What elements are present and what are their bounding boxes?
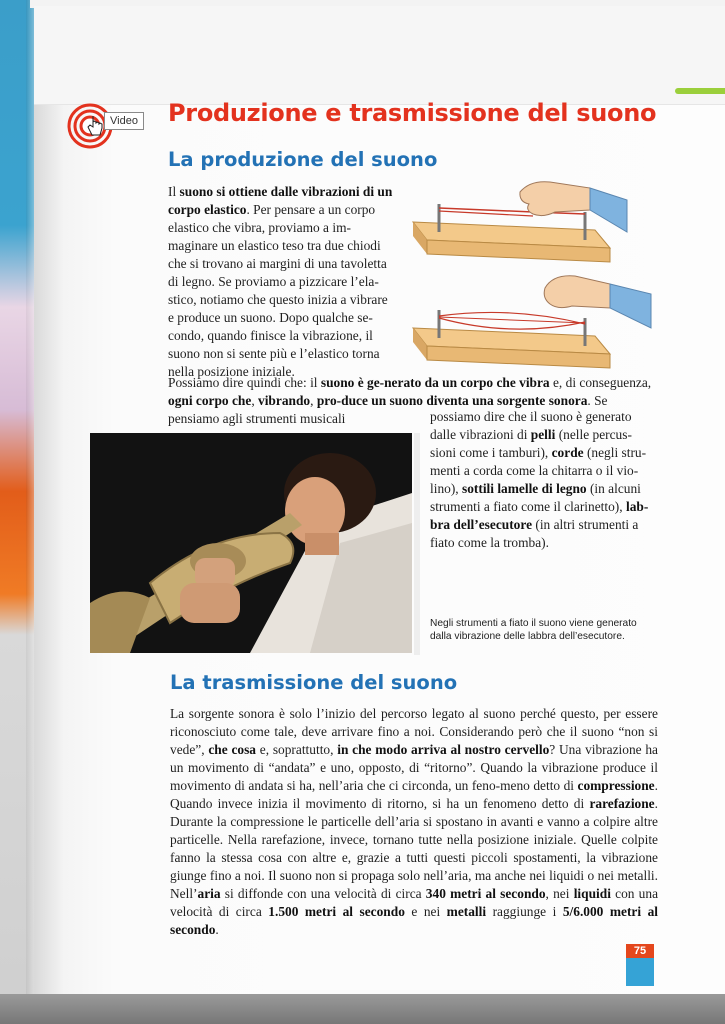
text-run: (in alcuni strumenti a fiato come il clarinetto), bbox=[430, 481, 641, 514]
text-run: raggiunge i bbox=[486, 904, 563, 919]
video-badge[interactable] bbox=[66, 102, 156, 150]
text-run: . Se pensiamo agli strumenti musicali bbox=[168, 393, 608, 426]
paragraph-elastic bbox=[168, 183, 394, 381]
bold-text: 5/6.000 metri al secondo bbox=[170, 904, 658, 937]
bold-text: liquidi bbox=[573, 886, 611, 901]
header-strip bbox=[34, 6, 725, 105]
text-run: e nei bbox=[404, 904, 447, 919]
bold-text: metalli bbox=[446, 904, 487, 919]
bold-text: corde bbox=[551, 445, 584, 460]
video-label: Video bbox=[104, 112, 144, 130]
text-run: La sorgente sonora è solo l’inizio del percorso legato al suono perché questo, per essere riconosciuto come tale, deve arrivare fino a noi. Considerando però che il suono “non si vede”, bbox=[170, 706, 658, 757]
paragraph-transmission bbox=[170, 705, 658, 939]
text-run: Possiamo dire quindi che: il bbox=[168, 375, 321, 390]
text-run: , bbox=[310, 393, 317, 408]
bold-text: pelli bbox=[530, 427, 556, 442]
text-run: (nelle percus-sioni come i tamburi), bbox=[430, 427, 632, 460]
bold-text: ogni corpo che bbox=[168, 393, 252, 408]
book-edge-bottom bbox=[0, 994, 725, 1024]
page-number-tab bbox=[626, 944, 654, 986]
bold-text: compressione bbox=[577, 778, 655, 793]
bold-text: vibrando bbox=[258, 393, 311, 408]
page-number: 75 bbox=[633, 945, 647, 957]
text-run: Il bbox=[168, 184, 180, 199]
text-run: e, soprattutto, bbox=[256, 742, 338, 757]
text-run: con una velocità di circa bbox=[170, 886, 659, 919]
bold-text: che cosa bbox=[208, 742, 256, 757]
green-marker bbox=[675, 88, 725, 94]
bold-text: 1.500 metri al secondo bbox=[268, 904, 405, 919]
bold-text: pro-duce un suono diventa una sorgente sonora bbox=[316, 393, 588, 408]
bold-text: 340 metri al secondo bbox=[425, 886, 546, 901]
elastic-board-illustration bbox=[405, 178, 655, 378]
text-run: ? Una vibrazione ha un movimento di “andata” e uno, opposto, di “ritorno”. Quando la vibrazione produce il movimento di andata si ha, nell’aria che ci circonda, un feno-meno detto di bbox=[170, 742, 658, 793]
section-heading-production: La produzione del suono bbox=[168, 148, 438, 171]
text-run: . Durante la compressione le particelle dell’aria si spostano in avanti e vanno a colpire altre particelle. Nella rarefazione, invece, tornano tutte nella posizione iniziale. Quelle colpite fanno la stessa cosa con altre e, grazie a tutti questi piccoli spostamenti, la vibrazione giunge fino a noi. Il suono non si propaga solo nell’aria, ma anche nei liquidi o nei metalli. Nell’ bbox=[170, 796, 658, 901]
bold-text: in che modo arriva al nostro cervello bbox=[337, 742, 550, 757]
section-heading-transmission: La trasmissione del suono bbox=[170, 671, 458, 694]
text-run: . bbox=[215, 922, 219, 937]
photo-border bbox=[414, 433, 420, 655]
bold-text: rarefazione bbox=[589, 796, 655, 811]
paragraph-instruments bbox=[430, 408, 656, 552]
text-run: (negli stru-menti a corda come la chitarra o il vio-lino), bbox=[430, 445, 647, 496]
text-run: . Quando invece inizia il movimento di ritorno, si ha un fenomeno detto di bbox=[170, 778, 658, 811]
text-run: (in altri strumenti a fiato come la tromba). bbox=[430, 517, 639, 550]
text-run: e, di conseguenza, bbox=[549, 375, 652, 390]
text-run: si diffonde con una velocità di circa bbox=[220, 886, 426, 901]
text-run: possiamo dire che il suono è generato dalle vibrazioni di bbox=[430, 409, 632, 442]
text-run: , nei bbox=[545, 886, 574, 901]
text-run: , bbox=[251, 393, 259, 408]
bold-text: lab-bra dell’esecutore bbox=[430, 499, 649, 532]
bold-text: suono è ge-nerato da un corpo che vibra bbox=[320, 375, 550, 390]
page-title: Produzione e trasmissione del suono bbox=[168, 99, 657, 127]
trumpet-player-photo bbox=[90, 433, 412, 653]
bold-text: aria bbox=[197, 886, 221, 901]
photo-caption: Negli strumenti a fiato il suono viene generato dalla vibrazione delle labbra dell’esecutore. bbox=[430, 618, 637, 642]
bold-text: suono si ottiene dalle vibrazioni di un corpo elastico bbox=[168, 184, 393, 217]
bold-text: sottili lamelle di legno bbox=[462, 481, 587, 496]
text-run: . Per pensare a un corpo elastico che vibra, proviamo a im-maginare un elastico teso tra due chiodi che si trovano ai margini di una tavoletta di legno. Se proviamo a pizzicare l’ela-stico, notiamo che questo inizia a vibrare e produce un suono. Dopo qualche se-condo, quando finisce la vibrazione, il suono non si sente più e l’elastico torna nella posizione iniziale. bbox=[168, 202, 388, 379]
